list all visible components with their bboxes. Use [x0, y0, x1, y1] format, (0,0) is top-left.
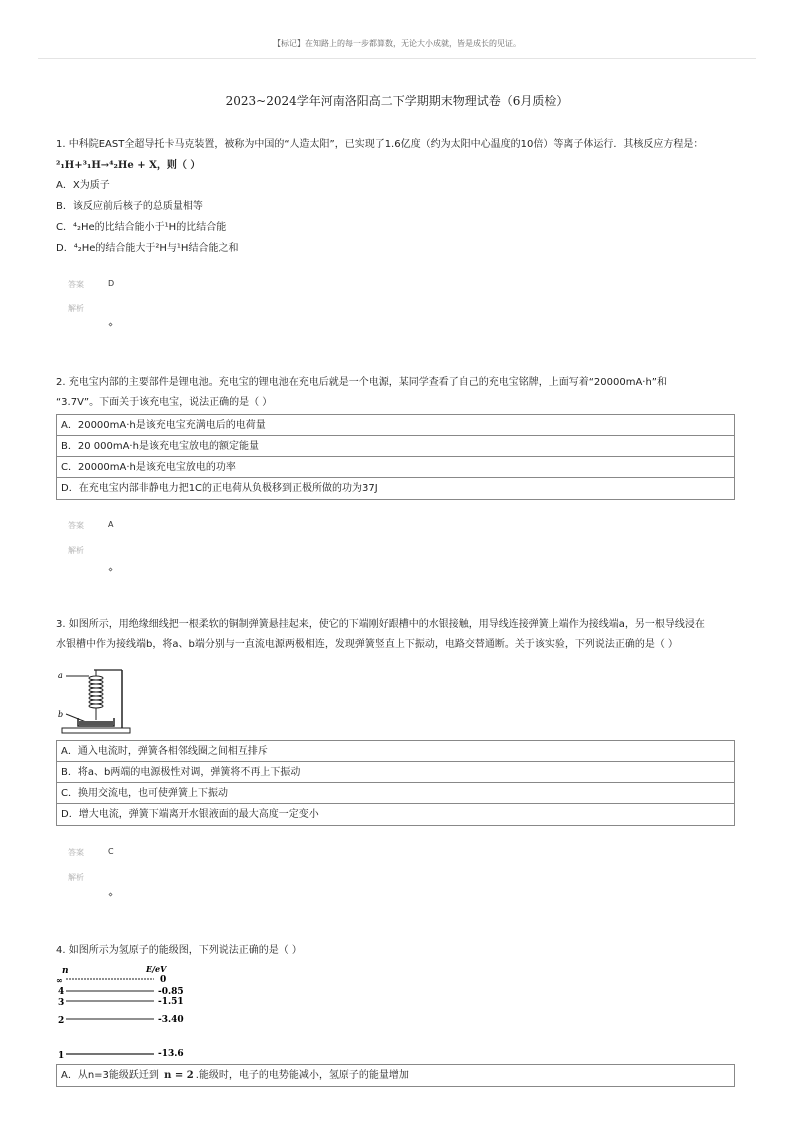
level-n-3: 3 — [58, 998, 65, 1008]
q3-option-a: A．通入电流时，弹簧各相邻线圈之间相互排斥 — [57, 741, 734, 762]
q3-stem-line2: 水银槽中作为接线端b，将a、b端分别与一直流电源两极相连，发现弹簧竖直上下振动，电路交替通断。关于该实验，下列说法正确的是（ ） — [56, 639, 679, 650]
level-n-inf: ∞ — [56, 975, 63, 985]
spring-apparatus-figure — [56, 662, 136, 740]
header-divider — [38, 58, 756, 59]
figure-label-a: a — [58, 671, 63, 680]
q4-option-a-math: n = 2 — [164, 1070, 194, 1081]
q4-stem: 4. 如图所示为氢原子的能级图，下列说法正确的是（ ） — [56, 945, 302, 956]
q3-option-d: D．增大电流，弹簧下端离开水银液面的最大高度一定变小 — [61, 809, 319, 820]
level-e-1: -13.6 — [158, 1049, 184, 1059]
q2-option-a: A．20000mA·h是该充电宝充满电后的电荷量 — [57, 415, 734, 436]
q2-view-analysis-icon[interactable]: ⋄ — [108, 565, 114, 574]
q3-view-analysis-icon[interactable]: ⋄ — [108, 890, 114, 899]
q1-equation — [56, 159, 200, 173]
q1-option-d: D．⁴₂He的结合能大于²H与¹H结合能之和 — [56, 243, 239, 254]
wire-b — [66, 714, 86, 722]
q1-equation-text: ²₁H+³₁H→⁴₂He + X，则（ ） — [56, 160, 201, 171]
q2-answer-value: A — [108, 520, 114, 529]
level-3 — [58, 997, 184, 1008]
page-title: 2023~2024学年河南洛阳高二下学期期末物理试卷（6月质检） — [225, 94, 569, 108]
q3-answer-value: C — [108, 847, 114, 856]
q2-option-c: C．20000mA·h是该充电宝放电的功率 — [57, 457, 734, 478]
level-n-2: 2 — [58, 1016, 65, 1026]
q2-option-d: D．在充电宝内部非静电力把1C的正电荷从负极移到正极所做的功为37J — [61, 483, 378, 494]
q1-view-analysis-icon[interactable]: ⋄ — [108, 320, 114, 329]
level-e-2: -3.40 — [158, 1015, 184, 1025]
q4-option-a-part1: A．从n=3能级跃迁到 — [61, 1070, 159, 1081]
level-n-1: 1 — [58, 1051, 65, 1061]
level-e-3: -1.51 — [158, 997, 184, 1007]
q1-analysis-label: 解析 — [68, 304, 84, 313]
q4-option-a — [57, 1065, 734, 1086]
q3-option-b: B．将a、b两端的电源极性对调，弹簧将不再上下振动 — [57, 762, 734, 783]
q3-stem-line1: 3. 如图所示，用绝缘细线把一根柔软的铜制弹簧悬挂起来，使它的下端刚好跟槽中的水银接触，用导线连接弹簧上端作为接线端a，另一根导线浸在 — [56, 619, 705, 630]
level-e-4: -0.85 — [158, 987, 184, 997]
level-e-inf: 0 — [160, 975, 167, 985]
q3-options-table — [56, 740, 735, 826]
mercury — [79, 721, 113, 725]
q2-options-table — [56, 414, 735, 500]
energy-axis-label: E/eV — [146, 964, 167, 974]
q1-option-a: A．X为质子 — [56, 180, 110, 191]
level-4 — [58, 987, 184, 997]
n-axis-label: n — [62, 966, 69, 976]
q2-option-b: B．20 000mA·h是该充电宝放电的额定能量 — [57, 436, 734, 457]
spring — [89, 676, 103, 720]
energy-level-diagram — [54, 962, 214, 1062]
level-1 — [58, 1049, 184, 1061]
q4-option-a-part2: .能级时，电子的电势能减小，氢原子的能量增加 — [195, 1070, 409, 1081]
q2-answer-label: 答案 — [68, 521, 84, 530]
header-note: 【标记】在知路上的每一步都算数，无论大小成就，皆是成长的见证。 — [273, 39, 521, 48]
q4-options-table — [56, 1064, 735, 1087]
base-plate — [62, 728, 130, 733]
q1-answer-value: D — [108, 279, 115, 288]
q3-analysis-label: 解析 — [68, 873, 84, 882]
q1-option-b: B．该反应前后核子的总质量相等 — [56, 201, 203, 212]
q1-answer-label: 答案 — [68, 280, 84, 289]
q2-analysis-label: 解析 — [68, 546, 84, 555]
q2-stem-line2: “3.7V”。下面关于该充电宝，说法正确的是（ ） — [56, 397, 273, 408]
level-2 — [58, 1015, 184, 1026]
q3-answer-label: 答案 — [68, 848, 84, 857]
q1-stem: 1. 中科院EAST全超导托卡马克装置，被称为中国的“人造太阳”，已实现了1.6亿度（约为太阳中心温度的10倍）等离子体运行．其核反应方程是： — [56, 139, 704, 150]
q3-option-c: C．换用交流电，也可使弹簧上下振动 — [57, 783, 734, 804]
level-n-4: 4 — [58, 987, 65, 997]
level-inf — [56, 975, 166, 985]
figure-label-b: b — [58, 710, 64, 719]
q1-option-c: C．⁴₂He的比结合能小于¹H的比结合能 — [56, 222, 227, 233]
q2-stem-line1: 2. 充电宝内部的主要部件是锂电池。充电宝的锂电池在充电后就是一个电源，某同学查看了自己的充电宝铭牌，上面写着“20000mA·h”和 — [56, 377, 667, 388]
